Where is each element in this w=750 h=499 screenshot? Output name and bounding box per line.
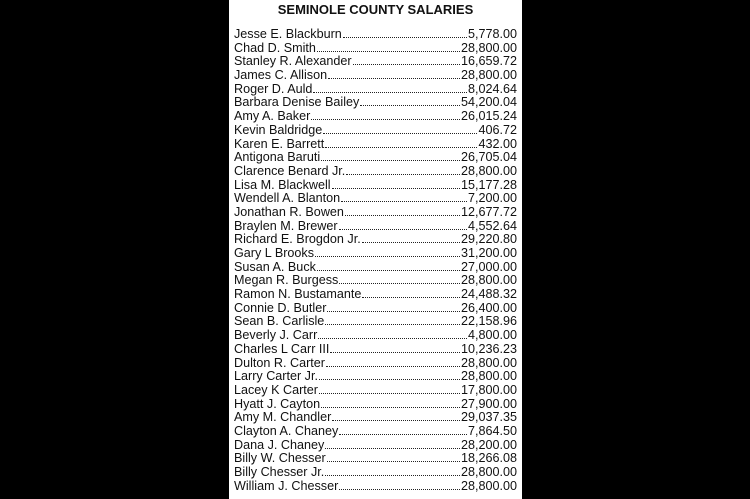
list-item xyxy=(234,124,517,138)
employee-name: Kevin Baldridge xyxy=(234,122,323,137)
list-item xyxy=(234,288,517,302)
salary-amount: 4,800.00 xyxy=(467,328,517,343)
employee-name: Jesse E. Blackburn xyxy=(234,27,342,41)
dot-leader xyxy=(323,124,477,134)
employee-name: William J. Chesser xyxy=(234,478,339,493)
salary-amount: 12,677.72 xyxy=(460,204,517,219)
salary-amount: 17,800.00 xyxy=(460,382,517,397)
list-item xyxy=(234,411,517,425)
list-item xyxy=(234,233,517,247)
salary-amount: 18,266.08 xyxy=(460,451,517,466)
dot-leader xyxy=(360,96,460,106)
salary-amount: 432.00 xyxy=(478,136,517,151)
salary-amount: 406.72 xyxy=(478,122,517,137)
employee-name: Ramon N. Bustamante xyxy=(234,287,362,302)
list-item xyxy=(234,165,517,179)
dot-leader xyxy=(345,206,460,216)
salary-amount: 29,220.80 xyxy=(460,232,517,247)
dot-leader xyxy=(313,83,467,93)
employee-name: James C. Allison xyxy=(234,68,328,83)
dot-leader xyxy=(339,425,467,435)
list-item xyxy=(234,151,517,165)
employee-name: Amy A. Baker xyxy=(234,109,311,124)
dot-leader xyxy=(318,329,467,339)
dot-leader xyxy=(346,165,460,175)
employee-name: Sean B. Carlisle xyxy=(234,314,325,329)
list-item xyxy=(234,302,517,316)
employee-name: Stanley R. Alexander xyxy=(234,54,352,69)
salary-amount: 31,200.00 xyxy=(460,246,517,260)
list-item xyxy=(234,69,517,83)
list-item xyxy=(234,343,517,357)
dot-leader xyxy=(325,138,477,148)
employee-name: Karen E. Barrett xyxy=(234,136,325,151)
list-item xyxy=(234,384,517,398)
employee-name: Jonathan R. Bowen xyxy=(234,204,344,219)
salary-amount: 28,800.00 xyxy=(460,40,517,55)
salary-amount: 10,236.23 xyxy=(460,341,517,356)
employee-name: Billy W. Chesser xyxy=(234,451,326,466)
list-item xyxy=(234,425,517,439)
salary-amount: 26,705.04 xyxy=(460,150,517,165)
salary-amount: 24,488.32 xyxy=(460,287,517,302)
list-item xyxy=(234,110,517,124)
employee-name: Clarence Benard Jr. xyxy=(234,163,346,178)
dot-leader xyxy=(332,179,460,189)
employee-name: Charles L Carr III xyxy=(234,341,330,356)
employee-name: Beverly J. Carr xyxy=(234,328,318,343)
list-item xyxy=(234,329,517,343)
dot-leader xyxy=(319,370,460,380)
employee-name: Dulton R. Carter xyxy=(234,355,325,370)
salary-page xyxy=(229,0,522,499)
salary-amount: 28,800.00 xyxy=(460,68,517,83)
dot-leader xyxy=(327,302,460,312)
employee-name: Braylen M. Brewer xyxy=(234,218,338,233)
list-item xyxy=(234,220,517,234)
dot-leader xyxy=(362,288,460,298)
employee-name: Barbara Denise Bailey xyxy=(234,95,360,110)
list-item xyxy=(234,370,517,384)
list-item xyxy=(234,179,517,193)
list-item xyxy=(234,83,517,97)
dot-leader xyxy=(325,466,460,476)
salary-amount: 28,800.00 xyxy=(460,355,517,370)
list-item xyxy=(234,439,517,453)
salary-amount: 7,200.00 xyxy=(467,191,517,206)
employee-name: Megan R. Burgess xyxy=(234,273,339,288)
salary-amount: 4,552.64 xyxy=(467,218,517,233)
employee-name: Lacey K Carter xyxy=(234,382,318,397)
dot-leader xyxy=(339,480,460,490)
employee-name: Larry Carter Jr. xyxy=(234,369,318,384)
list-item xyxy=(234,96,517,110)
salary-amount: 28,800.00 xyxy=(460,478,517,493)
list-item xyxy=(234,452,517,466)
salary-amount: 27,000.00 xyxy=(460,259,517,274)
dot-leader xyxy=(321,398,460,408)
dot-leader xyxy=(326,357,460,367)
salary-amount: 16,659.72 xyxy=(460,54,517,69)
salary-amount: 29,037.35 xyxy=(460,410,517,425)
salary-amount: 54,200.04 xyxy=(460,95,517,110)
salary-amount: 26,400.00 xyxy=(460,300,517,315)
salary-amount: 28,800.00 xyxy=(460,163,517,178)
salary-amount: 28,800.00 xyxy=(460,465,517,479)
employee-name: Connie D. Butler xyxy=(234,300,327,315)
employee-name: Chad D. Smith xyxy=(234,40,316,55)
dot-leader xyxy=(317,261,460,271)
employee-name: Lisa M. Blackwell xyxy=(234,177,331,192)
dot-leader xyxy=(325,315,460,325)
salary-amount: 28,800.00 xyxy=(460,273,517,288)
employee-name: Dana J. Chaney xyxy=(234,437,325,452)
dot-leader xyxy=(321,151,460,161)
list-item xyxy=(234,247,517,261)
dot-leader xyxy=(332,411,460,421)
salary-amount: 28,200.00 xyxy=(460,437,517,452)
list-item xyxy=(234,138,517,152)
employee-name: Billy Chesser Jr. xyxy=(234,465,325,479)
salary-amount: 28,800.00 xyxy=(460,369,517,384)
list-item xyxy=(234,398,517,412)
employee-name: Richard E. Brogdon Jr. xyxy=(234,232,361,247)
employee-name: Hyatt J. Cayton xyxy=(234,396,321,411)
dot-leader xyxy=(315,247,460,257)
employee-name: Amy M. Chandler xyxy=(234,410,332,425)
salary-amount: 8,024.64 xyxy=(467,81,517,96)
employee-name: Wendell A. Blanton xyxy=(234,191,341,206)
salary-amount: 26,015.24 xyxy=(460,109,517,124)
list-item xyxy=(234,42,517,56)
employee-name: Susan A. Buck xyxy=(234,259,316,274)
list-item xyxy=(234,206,517,220)
list-item xyxy=(234,480,517,494)
dot-leader xyxy=(341,192,467,202)
dot-leader xyxy=(353,55,460,65)
dot-leader xyxy=(362,233,460,243)
list-item xyxy=(234,192,517,206)
employee-name: Clayton A. Chaney xyxy=(234,423,339,438)
dot-leader xyxy=(317,42,460,52)
dot-leader xyxy=(327,452,460,462)
list-item xyxy=(234,274,517,288)
salary-amount: 22,158.96 xyxy=(460,314,517,329)
employee-name: Roger D. Auld xyxy=(234,81,313,96)
dot-leader xyxy=(339,220,467,230)
list-item xyxy=(234,55,517,69)
employee-name: Gary L Brooks xyxy=(234,246,315,260)
dot-leader xyxy=(325,439,460,449)
salary-list xyxy=(234,28,517,493)
page-title: SEMINOLE COUNTY SALARIES xyxy=(277,2,474,17)
salary-amount: 5,778.00 xyxy=(467,27,517,41)
dot-leader xyxy=(328,69,460,79)
list-item xyxy=(234,315,517,329)
salary-amount: 7,864.50 xyxy=(467,423,517,438)
list-item xyxy=(234,357,517,371)
dot-leader xyxy=(319,384,460,394)
salary-amount: 15,177.28 xyxy=(460,177,517,192)
list-item xyxy=(234,28,517,42)
employee-name: Antigona Baruti xyxy=(234,150,321,165)
dot-leader xyxy=(339,274,460,284)
list-item xyxy=(234,466,517,480)
dot-leader xyxy=(343,28,467,38)
salary-amount: 27,900.00 xyxy=(460,396,517,411)
dot-leader xyxy=(311,110,460,120)
list-item xyxy=(234,261,517,275)
dot-leader xyxy=(330,343,460,353)
